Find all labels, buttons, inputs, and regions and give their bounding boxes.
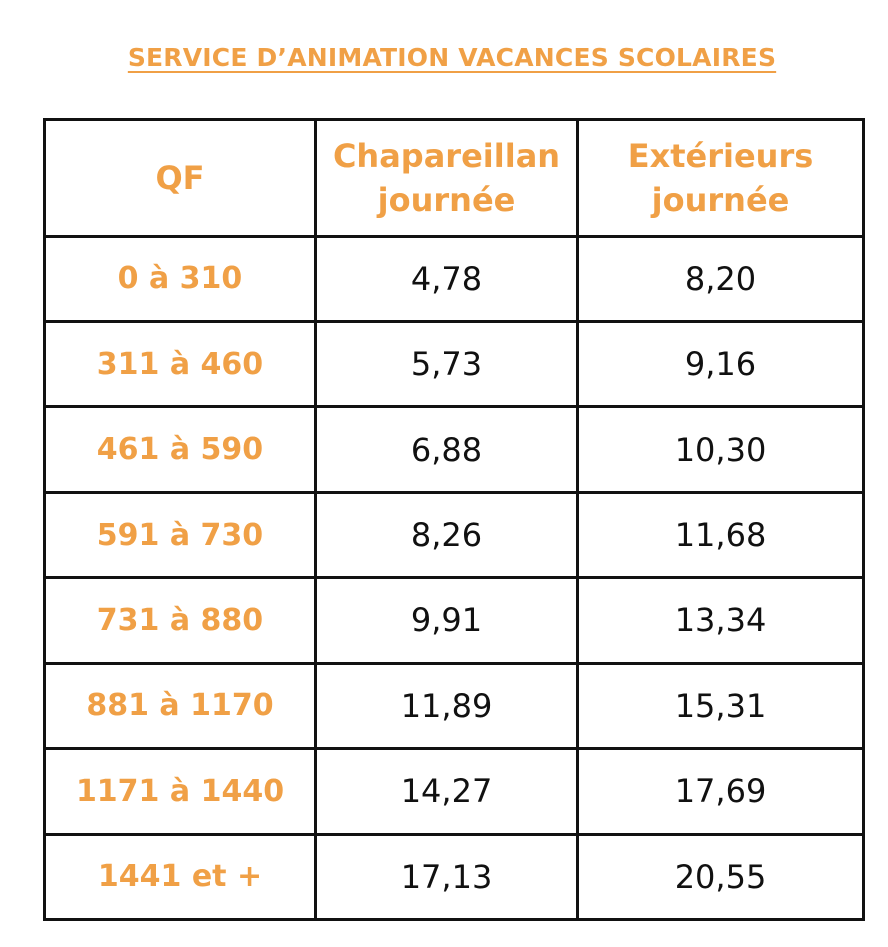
qf-range-cell: 881 à 1170 bbox=[45, 663, 316, 748]
qf-range-cell: 1441 et + bbox=[45, 834, 316, 919]
qf-range-cell: 731 à 880 bbox=[45, 578, 316, 663]
table-row bbox=[45, 749, 864, 834]
header-chapareillan bbox=[316, 120, 578, 237]
page-title bbox=[0, 38, 888, 78]
exterieurs-price-cell: 9,16 bbox=[578, 322, 864, 407]
table-row bbox=[45, 322, 864, 407]
exterieurs-price-cell: 13,34 bbox=[578, 578, 864, 663]
exterieurs-price-cell: 11,68 bbox=[578, 492, 864, 577]
chapareillan-price-cell: 5,73 bbox=[316, 322, 578, 407]
chapareillan-price-cell: 11,89 bbox=[316, 663, 578, 748]
table-row bbox=[45, 492, 864, 577]
chapareillan-price-cell: 4,78 bbox=[316, 236, 578, 321]
qf-range-cell: 461 à 590 bbox=[45, 407, 316, 492]
qf-range-cell: 311 à 460 bbox=[45, 322, 316, 407]
exterieurs-price-cell: 17,69 bbox=[578, 749, 864, 834]
chapareillan-price-cell: 6,88 bbox=[316, 407, 578, 492]
page-title-text: SERVICE D’ANIMATION VACANCES SCOLAIRES bbox=[127, 43, 777, 72]
table-row bbox=[45, 663, 864, 748]
table-row bbox=[45, 236, 864, 321]
table-row bbox=[45, 834, 864, 919]
header-exterieurs-line1: Extérieurs bbox=[627, 136, 814, 175]
header-exterieurs bbox=[578, 120, 864, 237]
exterieurs-price-cell: 10,30 bbox=[578, 407, 864, 492]
header-chapareillan-line1: Chapareillan bbox=[332, 136, 561, 175]
header-qf: QF bbox=[45, 120, 316, 237]
table-header-row bbox=[45, 120, 864, 237]
tariff-table bbox=[43, 118, 865, 921]
chapareillan-price-cell: 9,91 bbox=[316, 578, 578, 663]
qf-range-cell: 0 à 310 bbox=[45, 236, 316, 321]
chapareillan-price-cell: 17,13 bbox=[316, 834, 578, 919]
qf-range-cell: 591 à 730 bbox=[45, 492, 316, 577]
table-row bbox=[45, 578, 864, 663]
exterieurs-price-cell: 8,20 bbox=[578, 236, 864, 321]
table-row bbox=[45, 407, 864, 492]
header-chapareillan-line2: journée bbox=[377, 180, 516, 219]
chapareillan-price-cell: 8,26 bbox=[316, 492, 578, 577]
qf-range-cell: 1171 à 1440 bbox=[45, 749, 316, 834]
exterieurs-price-cell: 15,31 bbox=[578, 663, 864, 748]
chapareillan-price-cell: 14,27 bbox=[316, 749, 578, 834]
header-exterieurs-line2: journée bbox=[651, 180, 790, 219]
exterieurs-price-cell: 20,55 bbox=[578, 834, 864, 919]
